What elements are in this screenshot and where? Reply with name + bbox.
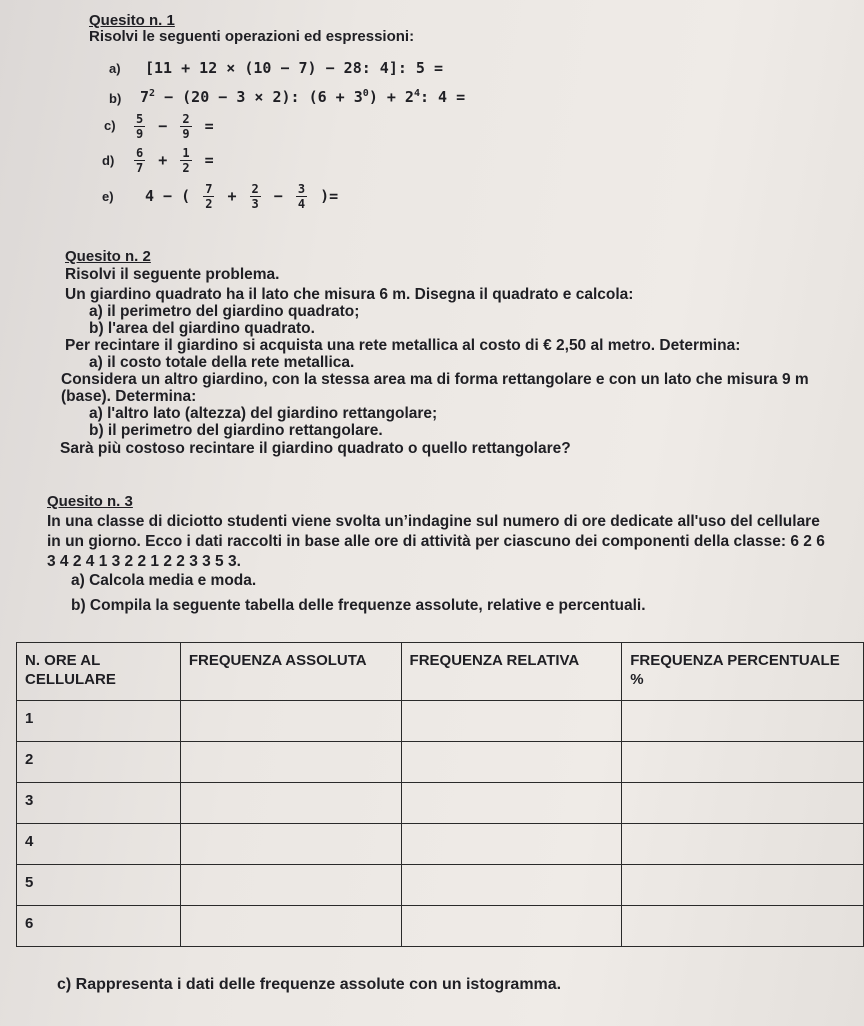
- q3-line-2: in un giorno. Ecco i dati raccolti in base alle ore di attività per ciascuno dei componenti della classe: 6 2 6: [47, 533, 825, 550]
- q1-c-expression: $\frac{5}{9}$ − $\frac{2}{9}$ =: [136, 112, 214, 141]
- header-percent-frequency: FREQUENZA PERCENTUALE %: [622, 643, 864, 701]
- table-header-row: [17, 643, 864, 701]
- percent-cell[interactable]: [622, 701, 864, 742]
- relative-cell[interactable]: [401, 865, 622, 906]
- q2-line-4: Considera un altro giardino, con la stessa area ma di forma rettangolare e con un lato che misura 9 m: [61, 371, 809, 388]
- header-relative-frequency: FREQUENZA RELATIVA: [401, 643, 622, 701]
- percent-cell[interactable]: [622, 742, 864, 783]
- q1-a-expression: [11 + 12 × (10 − 7) − 28: 4]: 5 =: [145, 59, 444, 77]
- table-row: [17, 783, 864, 824]
- absolute-cell[interactable]: [180, 783, 401, 824]
- absolute-cell[interactable]: [180, 742, 401, 783]
- q1-b-label: b): [109, 91, 122, 106]
- row-hours-cell: 1: [17, 701, 181, 742]
- q2-line-5: (base). Determina:: [61, 388, 197, 405]
- q1-c-label: c): [104, 118, 116, 133]
- percent-cell[interactable]: [622, 824, 864, 865]
- q3-title: Quesito n. 3: [47, 493, 133, 510]
- q1-b-expression: $7^2 - (20 - 3 \times 2)$: $(6 + 3^0) + 2^4$: 4 =: [140, 88, 466, 106]
- absolute-cell[interactable]: [180, 824, 401, 865]
- q3-line-1: In una classe di diciotto studenti viene svolta un’indagine sul numero di ore dedicate all'uso del cellulare: [47, 513, 820, 530]
- table-row: [17, 701, 864, 742]
- percent-cell[interactable]: [622, 783, 864, 824]
- q1-instruction: Risolvi le seguenti operazioni ed espressioni:: [89, 28, 415, 45]
- table-row: [17, 865, 864, 906]
- q1-e-label: e): [102, 189, 114, 204]
- q2-line-1: Risolvi il seguente problema.: [65, 266, 280, 283]
- absolute-cell[interactable]: [180, 701, 401, 742]
- row-hours-cell: 4: [17, 824, 181, 865]
- q1-a-label: a): [109, 61, 121, 76]
- q2-line-2: Un giardino quadrato ha il lato che misura 6 m. Disegna il quadrato e calcola:: [65, 286, 634, 303]
- relative-cell[interactable]: [401, 824, 622, 865]
- q2-item-a2: a) il costo totale della rete metallica.: [89, 354, 355, 371]
- relative-cell[interactable]: [401, 906, 622, 947]
- q2-item-a1: a) il perimetro del giardino quadrato;: [89, 303, 360, 320]
- q1-e-expression: 4 − ( $\frac{7}{2}$ + $\frac{2}{3}$ − $\frac{3}{4}$ )=: [145, 182, 339, 211]
- q1-title: Quesito n. 1: [89, 12, 175, 29]
- q1-d-expression: $\frac{6}{7}$ + $\frac{1}{2}$ =: [136, 146, 214, 175]
- percent-cell[interactable]: [622, 865, 864, 906]
- relative-cell[interactable]: [401, 701, 622, 742]
- absolute-cell[interactable]: [180, 865, 401, 906]
- q3-data-values: 3 4 2 4 1 3 2 2 1 2 2 3 3 5 3.: [47, 553, 241, 570]
- header-absolute-frequency: FREQUENZA ASSOLUTA: [180, 643, 401, 701]
- row-hours-cell: 5: [17, 865, 181, 906]
- table-row: [17, 824, 864, 865]
- q2-item-b1: b) l'area del giardino quadrato.: [89, 320, 315, 337]
- frequency-table: [16, 642, 864, 947]
- q1-d-label: d): [102, 153, 115, 168]
- q3-item-c: c) Rappresenta i dati delle frequenze assolute con un istogramma.: [57, 976, 562, 993]
- table-row: [17, 742, 864, 783]
- q2-line-3: Per recintare il giardino si acquista una rete metallica al costo di € 2,50 al metro. Determina:: [65, 337, 741, 354]
- q3-item-b: b) Compila la seguente tabella delle frequenze assolute, relative e percentuali.: [71, 597, 646, 614]
- q3-item-a: a) Calcola media e moda.: [71, 572, 257, 589]
- absolute-cell[interactable]: [180, 906, 401, 947]
- percent-cell[interactable]: [622, 906, 864, 947]
- q2-item-a3: a) l'altro lato (altezza) del giardino rettangolare;: [89, 405, 438, 422]
- relative-cell[interactable]: [401, 742, 622, 783]
- header-hours: N. ORE AL CELLULARE: [17, 643, 181, 701]
- row-hours-cell: 2: [17, 742, 181, 783]
- q2-item-b3: b) il perimetro del giardino rettangolare.: [89, 422, 383, 439]
- row-hours-cell: 3: [17, 783, 181, 824]
- q2-line-6: Sarà più costoso recintare il giardino quadrato o quello rettangolare?: [60, 440, 571, 457]
- row-hours-cell: 6: [17, 906, 181, 947]
- relative-cell[interactable]: [401, 783, 622, 824]
- table-row: [17, 906, 864, 947]
- q2-title: Quesito n. 2: [65, 248, 151, 265]
